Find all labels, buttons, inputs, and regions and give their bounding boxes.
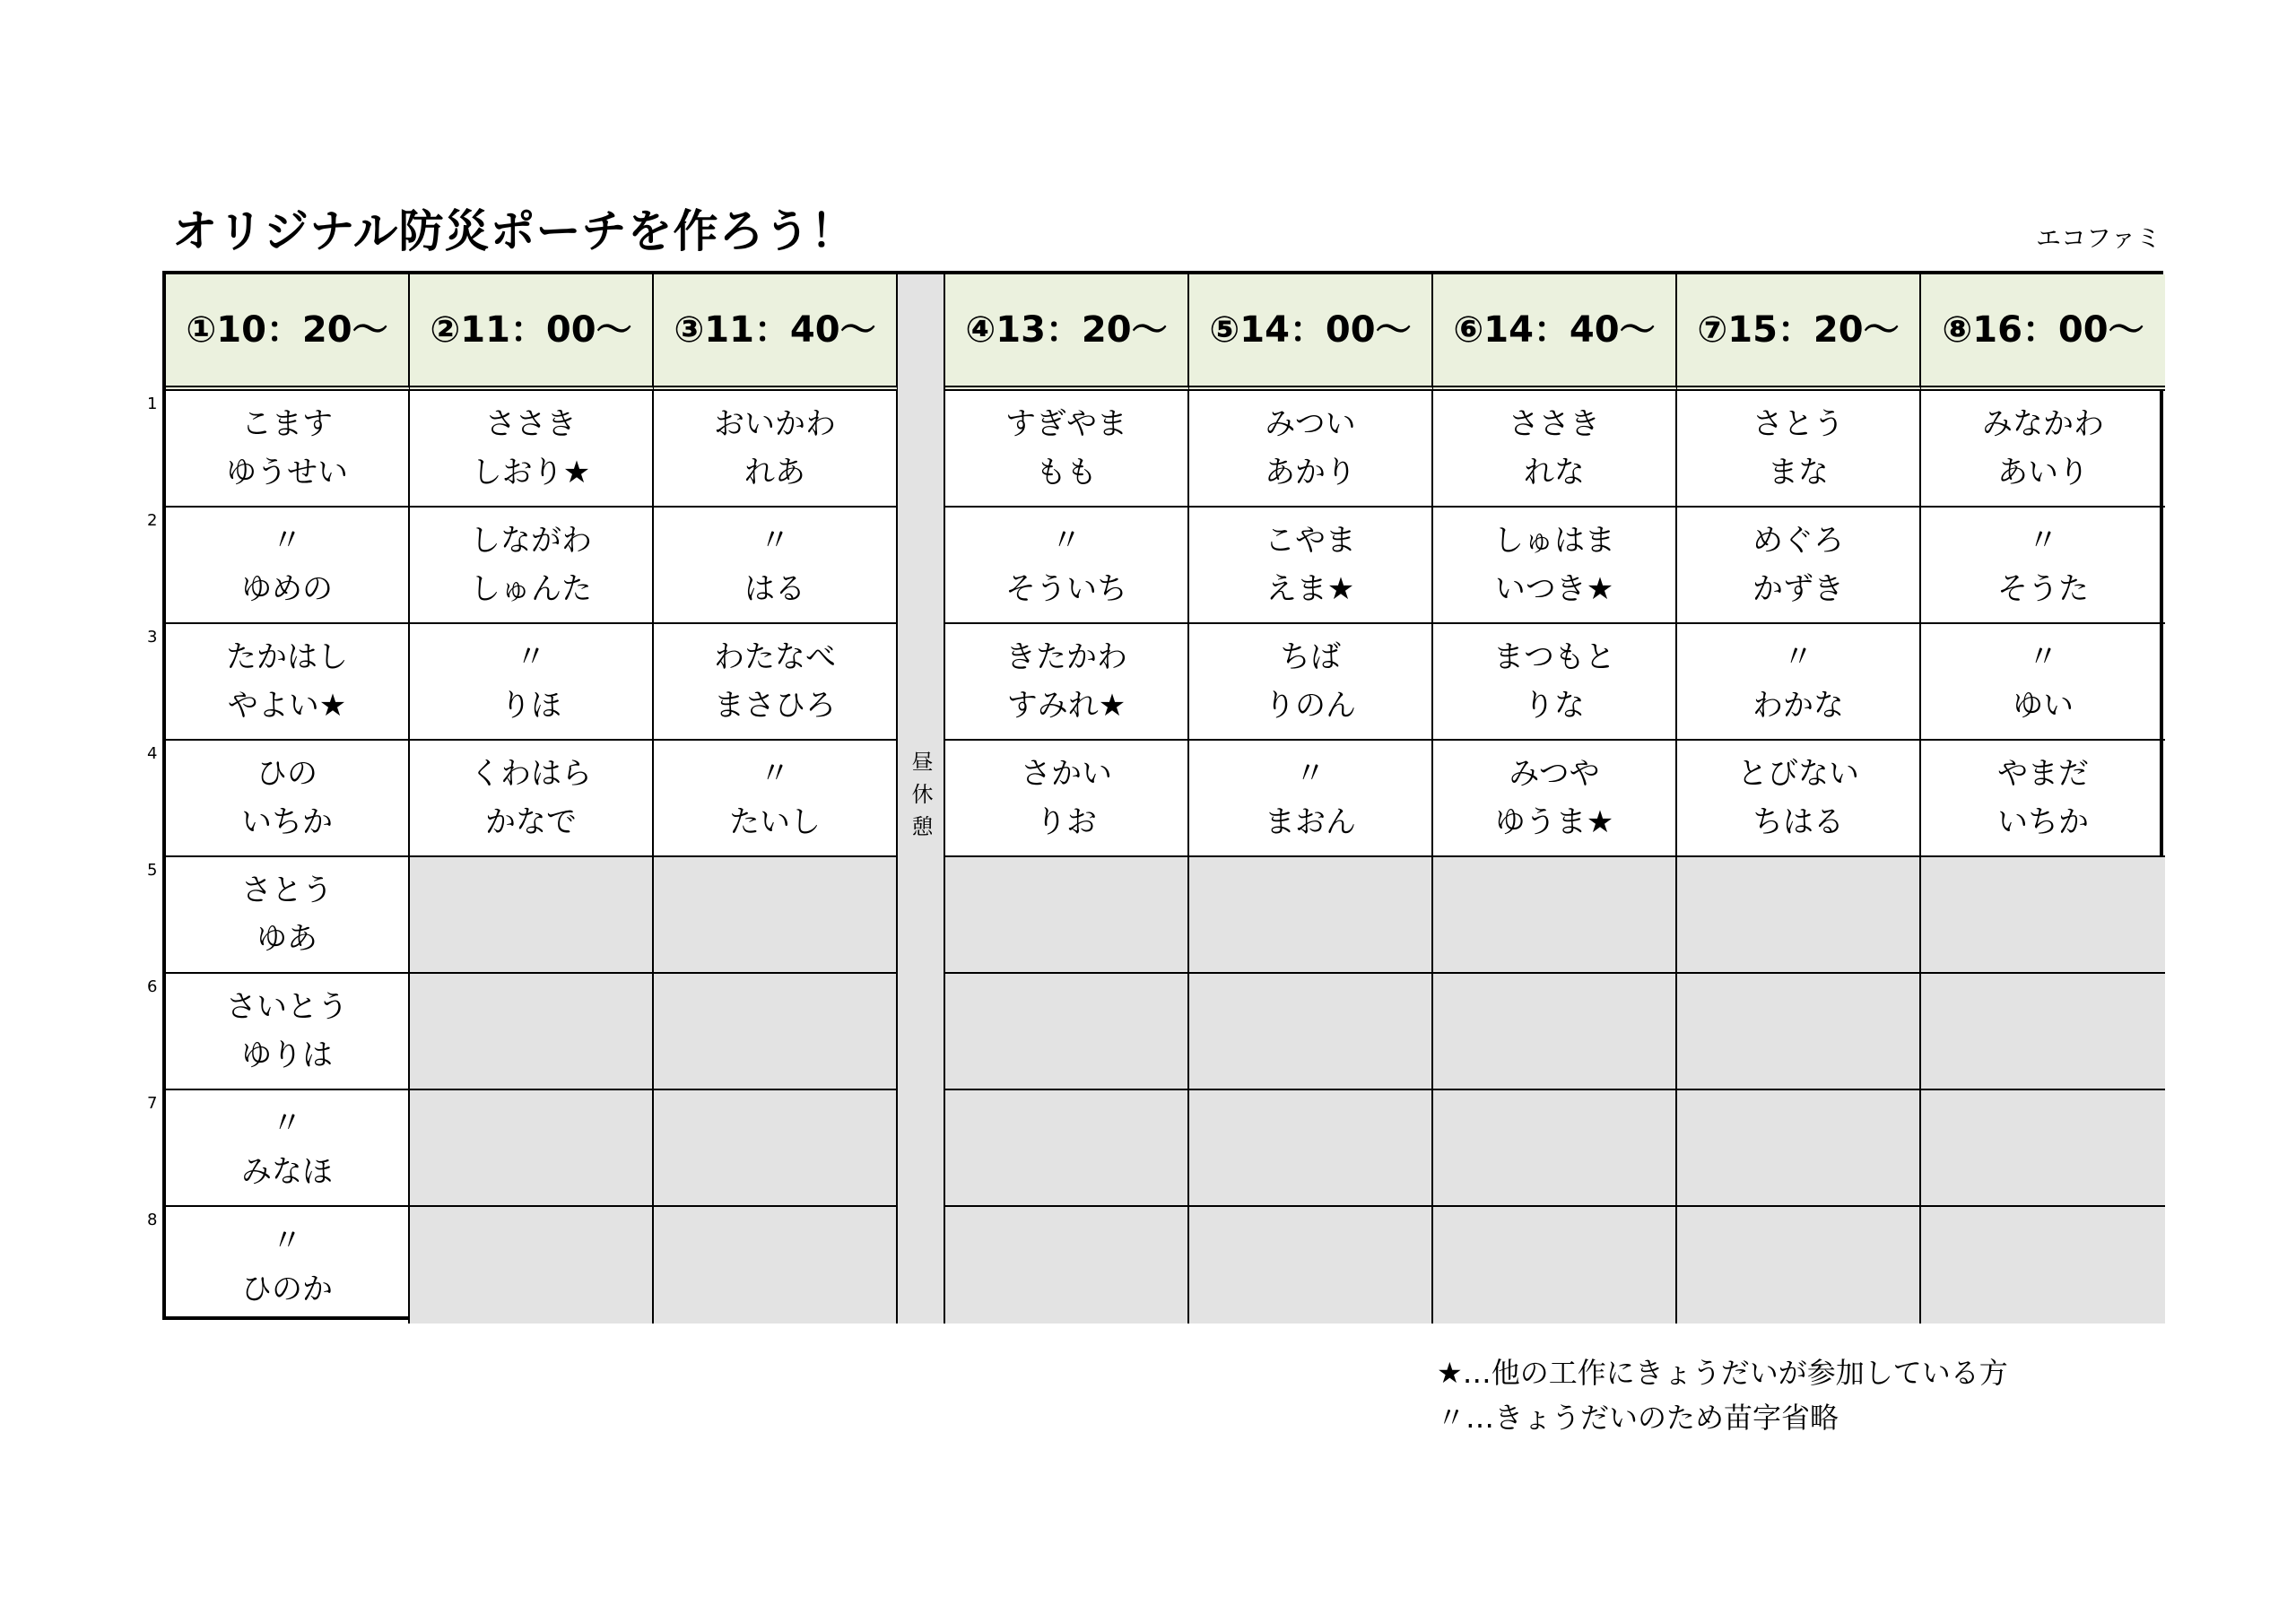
family-name: おいかわ bbox=[714, 406, 836, 442]
empty-cell bbox=[654, 857, 898, 974]
family-name: わたなべ bbox=[714, 639, 836, 675]
page-title: オリジナル防災ポーチを作ろう！ bbox=[172, 205, 857, 257]
empty-cell bbox=[1921, 857, 2165, 974]
family-name: こます bbox=[241, 406, 333, 442]
family-name: みつい bbox=[1265, 406, 1356, 442]
slot-header: ⑥14：40～ bbox=[1433, 274, 1677, 391]
participant-cell bbox=[1921, 508, 2165, 624]
family-name: しながわ bbox=[470, 523, 592, 559]
given-name: れな bbox=[1524, 455, 1585, 490]
participant-cell bbox=[166, 1090, 410, 1207]
family-name: さとう bbox=[1752, 406, 1844, 442]
given-name: ゆりは bbox=[241, 1037, 333, 1073]
participant-cell bbox=[410, 624, 654, 741]
given-name: あいり bbox=[1997, 455, 2089, 490]
family-name: めぐろ bbox=[1752, 523, 1844, 559]
given-name: まおん bbox=[1265, 804, 1356, 840]
given-name: ゆあ bbox=[257, 921, 317, 957]
participant-cell bbox=[654, 508, 898, 624]
given-name: えま★ bbox=[1265, 571, 1355, 607]
participant-cell bbox=[166, 974, 410, 1090]
lunch-break-label: 昼休憩 bbox=[908, 751, 933, 847]
participant-cell bbox=[654, 741, 898, 857]
family-name: 〃 bbox=[760, 756, 790, 792]
participant-cell bbox=[1921, 741, 2165, 857]
participant-cell bbox=[1189, 391, 1433, 508]
participant-cell bbox=[166, 741, 410, 857]
family-name: 〃 bbox=[1295, 756, 1326, 792]
family-name: みなかわ bbox=[1982, 406, 2104, 442]
given-name: そうた bbox=[1997, 571, 2089, 607]
participant-cell bbox=[1189, 508, 1433, 624]
empty-cell bbox=[1433, 1090, 1677, 1207]
legend-ditto: 〃…きょうだいのため苗字省略 bbox=[1437, 1401, 1839, 1435]
given-name: りな bbox=[1524, 688, 1585, 724]
family-name: まつもと bbox=[1493, 639, 1615, 675]
family-name: やまだ bbox=[1997, 756, 2089, 792]
empty-cell bbox=[945, 1207, 1189, 1324]
slot-header: ①10：20～ bbox=[166, 274, 410, 391]
participant-cell bbox=[1433, 391, 1677, 508]
legend-star: ★…他の工作にきょうだいが参加している方 bbox=[1437, 1356, 2008, 1390]
empty-cell bbox=[1189, 974, 1433, 1090]
given-name: りほ bbox=[500, 688, 561, 724]
empty-cell bbox=[1921, 1207, 2165, 1324]
participant-cell bbox=[945, 508, 1189, 624]
family-name: 〃 bbox=[1783, 639, 1813, 675]
given-name: そういち bbox=[1005, 571, 1127, 607]
family-name: さいとう bbox=[226, 989, 348, 1025]
participant-cell bbox=[410, 391, 654, 508]
family-name: 〃 bbox=[1051, 523, 1082, 559]
given-name: やよい★ bbox=[227, 688, 347, 724]
slot-header: ⑦15：20～ bbox=[1677, 274, 1921, 391]
empty-cell bbox=[1433, 974, 1677, 1090]
empty-cell bbox=[410, 857, 654, 974]
participant-cell bbox=[1921, 391, 2165, 508]
participant-cell bbox=[1677, 391, 1921, 508]
family-name: ちば bbox=[1280, 639, 1341, 675]
empty-cell bbox=[1677, 1090, 1921, 1207]
family-name: ささき bbox=[485, 406, 577, 442]
empty-cell bbox=[1433, 857, 1677, 974]
given-name: わかな bbox=[1752, 688, 1844, 724]
empty-cell bbox=[410, 1207, 654, 1324]
given-name: れあ bbox=[744, 455, 805, 490]
empty-cell bbox=[410, 1090, 654, 1207]
family-name: すぎやま bbox=[1005, 406, 1127, 442]
family-name: ひの bbox=[257, 756, 317, 792]
row-number: 1 bbox=[147, 395, 158, 413]
given-name: ひのか bbox=[241, 1271, 333, 1307]
participant-cell bbox=[1189, 624, 1433, 741]
given-name: すみれ★ bbox=[1006, 688, 1126, 724]
empty-cell bbox=[1677, 974, 1921, 1090]
given-name: たいし bbox=[729, 804, 821, 840]
empty-cell bbox=[1921, 1090, 2165, 1207]
family-name: 〃 bbox=[760, 523, 790, 559]
empty-cell bbox=[1921, 974, 2165, 1090]
family-name: みつや bbox=[1509, 756, 1600, 792]
slot-header: ⑧16：00～ bbox=[1921, 274, 2165, 391]
family-name: しゅはま bbox=[1493, 523, 1615, 559]
family-name: さかい bbox=[1021, 756, 1112, 792]
family-name: とびない bbox=[1737, 756, 1859, 792]
row-number: 8 bbox=[147, 1211, 158, 1229]
given-name: ゆうせい bbox=[226, 455, 348, 490]
slot-header: ⑤14：00～ bbox=[1189, 274, 1433, 391]
given-name: まな bbox=[1768, 455, 1829, 490]
slot-header: ③11：40～ bbox=[654, 274, 898, 391]
family-name: きたかわ bbox=[1005, 639, 1127, 675]
empty-cell bbox=[410, 974, 654, 1090]
empty-cell bbox=[654, 1207, 898, 1324]
given-name: あかり bbox=[1265, 455, 1356, 490]
participant-cell bbox=[1433, 741, 1677, 857]
given-name: ゆめの bbox=[241, 571, 333, 607]
given-name: りのん bbox=[1265, 688, 1356, 724]
given-name: かずき bbox=[1752, 571, 1844, 607]
given-name: みなほ bbox=[241, 1154, 333, 1190]
participant-cell bbox=[654, 391, 898, 508]
empty-cell bbox=[945, 857, 1189, 974]
participant-cell bbox=[410, 741, 654, 857]
empty-cell bbox=[1433, 1207, 1677, 1324]
slot-header: ②11：00～ bbox=[410, 274, 654, 391]
given-name: いちか bbox=[241, 804, 333, 840]
empty-cell bbox=[945, 974, 1189, 1090]
row-number: 6 bbox=[147, 977, 158, 996]
family-name: 〃 bbox=[272, 1106, 302, 1141]
row-number: 3 bbox=[147, 628, 158, 647]
empty-cell bbox=[1189, 857, 1433, 974]
participant-cell bbox=[1677, 741, 1921, 857]
row-number: 4 bbox=[147, 744, 158, 763]
family-name: ささき bbox=[1509, 406, 1600, 442]
participant-cell bbox=[1189, 741, 1433, 857]
given-name: もも bbox=[1036, 455, 1097, 490]
given-name: いつき★ bbox=[1494, 571, 1614, 607]
participant-cell bbox=[945, 391, 1189, 508]
empty-cell bbox=[945, 1090, 1189, 1207]
empty-cell bbox=[654, 1090, 898, 1207]
family-name: さとう bbox=[241, 872, 333, 908]
given-name: はる bbox=[744, 571, 805, 607]
family-name: くわはら bbox=[470, 756, 592, 792]
participant-cell bbox=[166, 391, 410, 508]
row-number: 5 bbox=[147, 861, 158, 880]
brand-label: エコファミ bbox=[2036, 223, 2161, 253]
given-name: ゆうま★ bbox=[1494, 804, 1614, 840]
empty-cell bbox=[1189, 1090, 1433, 1207]
participant-cell bbox=[166, 624, 410, 741]
participant-cell bbox=[1677, 508, 1921, 624]
participant-cell bbox=[1433, 508, 1677, 624]
family-name: 〃 bbox=[2028, 523, 2058, 559]
family-name: たかはし bbox=[226, 639, 348, 675]
given-name: しゅんた bbox=[470, 571, 592, 607]
lunch-break-column bbox=[898, 274, 945, 1324]
participant-cell bbox=[166, 1207, 410, 1324]
participant-cell bbox=[945, 741, 1189, 857]
family-name: 〃 bbox=[2028, 639, 2058, 675]
given-name: いちか bbox=[1997, 804, 2089, 840]
given-name: ゆい bbox=[2013, 688, 2074, 724]
family-name: こやま bbox=[1265, 523, 1356, 559]
participant-cell bbox=[166, 857, 410, 974]
participant-cell bbox=[1921, 624, 2165, 741]
empty-cell bbox=[654, 974, 898, 1090]
empty-cell bbox=[1677, 1207, 1921, 1324]
participant-cell bbox=[166, 508, 410, 624]
given-name: かなで bbox=[485, 804, 577, 840]
empty-cell bbox=[1677, 857, 1921, 974]
family-name: 〃 bbox=[272, 523, 302, 559]
given-name: ちはる bbox=[1752, 804, 1844, 840]
family-name: 〃 bbox=[272, 1223, 302, 1259]
schedule-table bbox=[162, 271, 2163, 1320]
given-name: りお bbox=[1036, 804, 1097, 840]
given-name: しおり★ bbox=[471, 455, 591, 490]
participant-cell bbox=[1433, 624, 1677, 741]
slot-header: ④13：20～ bbox=[945, 274, 1189, 391]
family-name: 〃 bbox=[516, 639, 546, 675]
row-number: 7 bbox=[147, 1094, 158, 1113]
participant-cell bbox=[945, 624, 1189, 741]
row-number: 2 bbox=[147, 511, 158, 530]
empty-cell bbox=[1189, 1207, 1433, 1324]
participant-cell bbox=[654, 624, 898, 741]
given-name: まさひろ bbox=[714, 688, 836, 724]
participant-cell bbox=[1677, 624, 1921, 741]
participant-cell bbox=[410, 508, 654, 624]
